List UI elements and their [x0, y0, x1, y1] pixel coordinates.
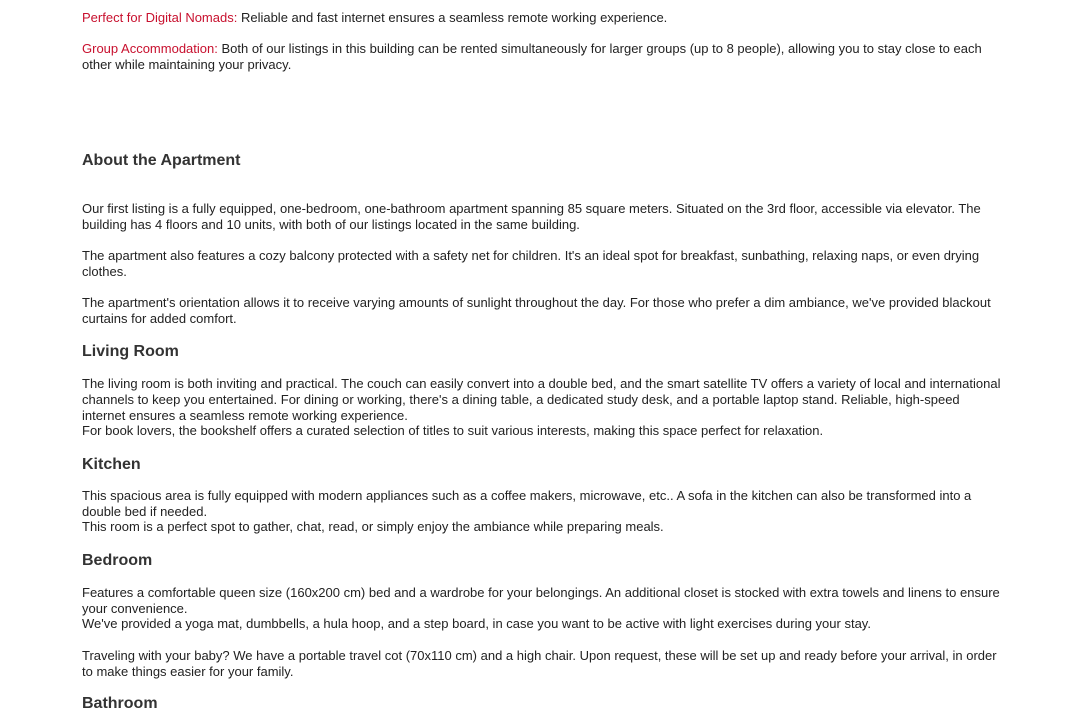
kitchen-paragraph-2: This room is a perfect spot to gather, chat, read, or simply enjoy the ambiance while preparing meals. — [82, 519, 664, 534]
kitchen-paragraph-1: This spacious area is fully equipped with modern appliances such as a coffee makers, microwave, etc.. A sofa in the kitchen can also be transformed into a double bed if needed. — [82, 488, 972, 519]
bedroom-paragraph-2: We've provided a yoga mat, dumbbells, a hula hoop, and a step board, in case you want to be active with light exercises during your stay. — [82, 616, 871, 631]
living-room-paragraph-2: For book lovers, the bookshelf offers a curated selection of titles to suit various interests, making this space perfect for relaxation. — [82, 423, 824, 438]
about-paragraph-1: Our first listing is a fully equipped, one-bedroom, one-bathroom apartment spanning 85 square meters. Situated on the 3rd floor, accessible via elevator. The building has 4 floors and 10 units, with both of our listings located in the same building. — [82, 201, 981, 232]
nomads-text: Reliable and fast internet ensures a seamless remote working experience. — [237, 10, 668, 25]
group-text: Both of our listings in this building can be rented simultaneously for larger groups (up to 8 people), allowing you to stay close to each other while maintaining your privacy. — [82, 41, 982, 72]
bedroom-heading: Bedroom — [82, 552, 153, 569]
bedroom-paragraph-3: Traveling with your baby? We have a portable travel cot (70x110 cm) and a high chair. Upon request, these will be set up and ready before your arrival, in order to make things easier for your family. — [82, 648, 997, 679]
about-paragraph-2: The apartment also features a cozy balcony protected with a safety net for children. It's an ideal spot for breakfast, sunbathing, relaxing naps, or even drying clothes. — [82, 248, 980, 279]
living-room-heading: Living Room — [82, 343, 179, 360]
living-room-paragraph-1: The living room is both inviting and practical. The couch can easily convert into a double bed, and the smart satellite TV offers a variety of local and international channels to keep you entertained. For dining or working, there's a dining table, a dedicated study desk, and a portable laptop stand. Reliable, high-speed internet ensures a seamless remote working experience. — [82, 376, 1001, 423]
bathroom-heading: Bathroom — [82, 695, 158, 712]
about-paragraph-3: The apartment's orientation allows it to receive varying amounts of sunlight throughout the day. For those who prefer a dim ambiance, we've provided blackout curtains for added comfort. — [82, 295, 991, 326]
about-heading: About the Apartment — [82, 152, 241, 169]
group-label: Group Accommodation: — [82, 41, 218, 56]
nomads-label: Perfect for Digital Nomads: — [82, 10, 238, 25]
kitchen-heading: Kitchen — [82, 456, 141, 473]
bedroom-paragraph-1: Features a comfortable queen size (160x200 cm) bed and a wardrobe for your belongings. An additional closet is stocked with extra towels and linens to ensure your convenience. — [82, 585, 1000, 616]
group-paragraph — [82, 41, 1002, 73]
nomads-paragraph — [82, 10, 1002, 26]
